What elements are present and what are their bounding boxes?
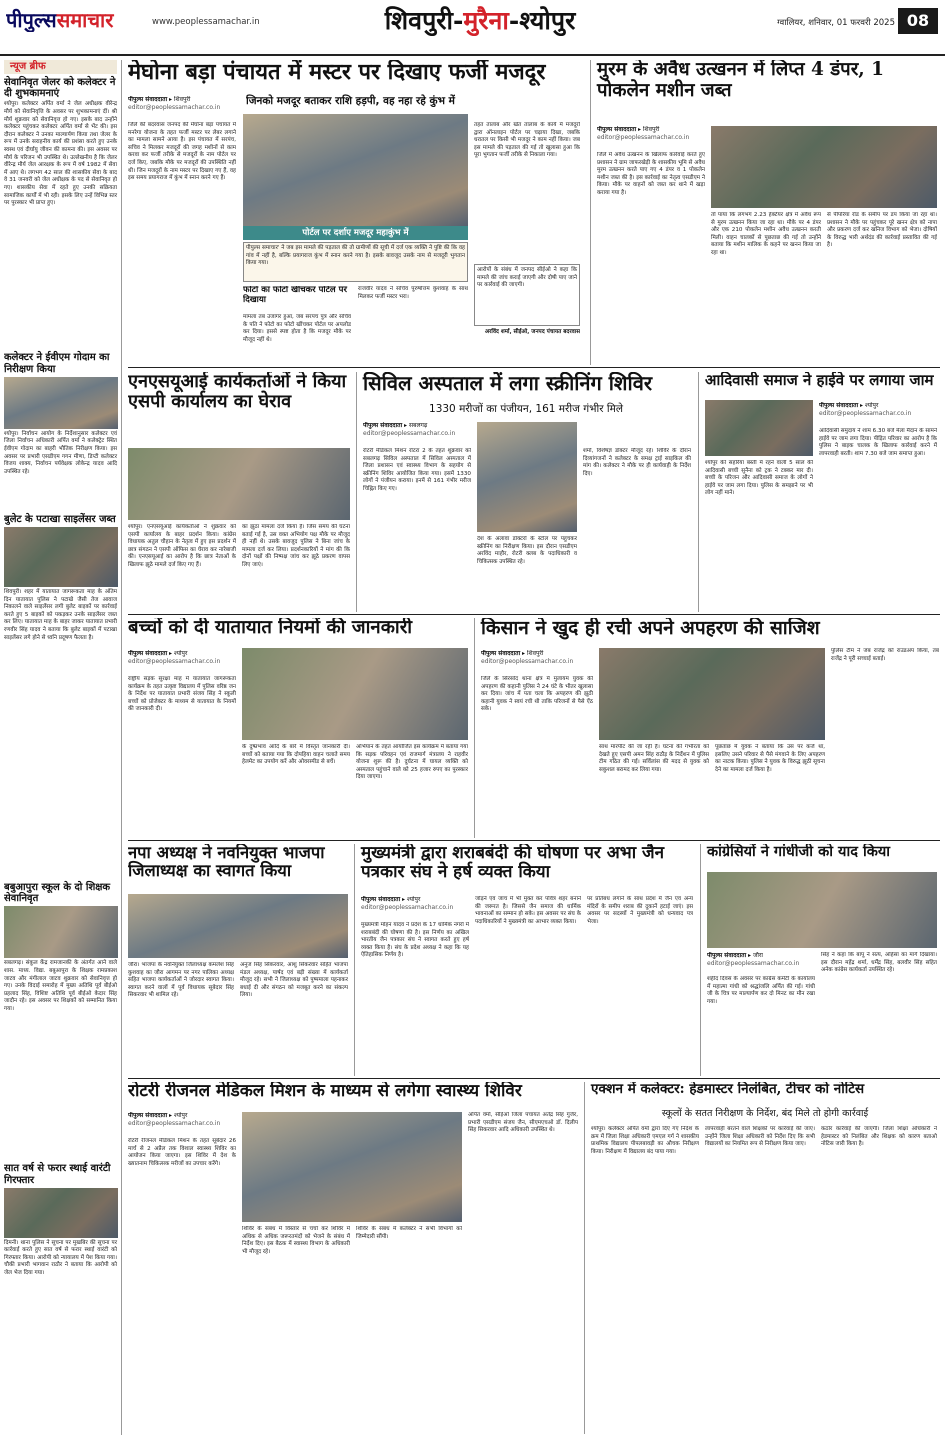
a6-col3: अभियान के तहत आयोजित इस कार्यक्रम में बताया गया कि सड़क परिवहन एवं राजमार्ग मंत्रालय ने राहवीर योजना शुरू की है। दुर्घटना में घायल व्यक्ति को अस्पताल पहुंचाने वाले को 25 हजार रुपए का पुरस्कार दिया जाएगा। xyxy=(356,744,468,781)
a4-col1: रोटरी मेडिकल मिशन रोटरा 2 के तहत शुक्रवार को सबलगढ़ सिविल अस्पताल में सिविल अस्पताल में जिला प्रशासन एवं स्वास्थ्य विभाग के सहयोग से स्क्रीनिंग शिविर आयोजित किया गया। इसमें 1330 लोगों ने पंजीयन कराया। इनमें से 161 गंभीर मरीज चिह्नित किए गए। xyxy=(363,448,471,492)
a3-col1: श्योपुर। एनएसयूआई कार्यकर्ताओं ने शुक्रवार को एसपी कार्यालय के बाहर प्रदर्शन किया। कांग्रेस विधायक अतुल चौहान के नेतृत्व में हुए इस प्रदर्शन में छात्र संगठन ने एसपी ऑफिस का घेराव कर नारेबाजी की। एनएसयूआई का आरोप है कि छात्र नेताओं के खिलाफ झूठे मामले दर्ज किए गए हैं। xyxy=(128,524,236,568)
a2-headline: मुरम के अवैध उत्खनन में लिप्त 4 डंपर, 1 पोकलेन मशीन जब्त xyxy=(597,60,885,101)
article-bjp-welcome xyxy=(128,844,348,1076)
a11-col1: रोटरी रीजनल मेडिकल मिशन के तहत सूबेदार 26 मार्च से 2 अप्रैल तक विशाल स्वास्थ्य शिविर का आयोजन किया जाएगा। इस शिविर में देश के ख्यातनाम चिकित्सक मरीजों का उपचार करेंगे। xyxy=(128,1138,236,1167)
a9-col1: मुख्यमंत्री मोहन यादव ने प्रदेश के 17 धार्मिक नगरों में शराबबंदी की घोषणा की है। इस निर्णय का अखिल भारतीय जैन पत्रकार संघ ने स्वागत करते हुए हर्ष व्यक्त किया है। संघ के प्रदेश अध्यक्ष ने कहा कि यह ऐतिहासिक निर्णय है। xyxy=(361,922,469,959)
brief-photo-3 xyxy=(4,527,118,587)
a4-byline: पीपुल्स संवाददाता ▸ सबलगढ़ editor@peoplessamachar.co.in xyxy=(363,422,456,437)
a7-col1: जिले के सिरसोद थाना क्षेत्र में मुलायम युवक की अपहरण की कहानी पुलिस ने 24 घंटे के भीतर खुलासा कर दिया। जांच में पता चला कि अपहरण की झूठी कहानी युवक ने स्वयं रची थी ताकि परिजनों से पैसे ऐंठ सके। xyxy=(481,676,593,713)
a10-photo xyxy=(707,872,937,948)
news-brief-sidebar xyxy=(4,60,122,1435)
a11-photo xyxy=(242,1112,462,1222)
a4-subhead: 1330 मरीजों का पंजीयन, 161 मरीज गंभीर मिले xyxy=(429,403,623,415)
a1-subhead: जिनको मजदूर बताकर राशि हड़पी, वह नहा रहे कुंभ में xyxy=(246,95,455,107)
brief-headline-1: सेवानिवृत जेलर को कलेक्टर ने दी शुभकामनाएं xyxy=(4,77,116,100)
a3-col2: का झूठा मामला दर्ज किया है। जिस समय की घटना बताई गई है, उस वक्त अभियोग पक्ष मौके पर मौजूद ही नहीं थे। उसके बावजूद पुलिस ने बिना जांच के मामला दर्ज कर लिया। प्रदर्शनकारियों ने मांग की कि दोनों पक्षों की निष्पक्ष जांच कर झूठे प्रकरण वापस लिए जाएं। xyxy=(242,524,350,568)
brief-text-2: श्योपुर। निर्वाचन आयोग के निर्देशानुसार कलेक्टर एवं जिला निर्वाचन अधिकारी अर्पित वर्मा ने कलेक्ट्रेट स्थित ईवीएम गोदाम का बाहरी भौतिक निरीक्षण किया। इस अवसर पर प्रभारी एसडीएम गगन मीणा, डिप्टी कलेक्टर विजय शाक्य, निर्वाचन पर्यवेक्षक लोकेन्द्र यादव आदि उपस्थित रहे। xyxy=(4,430,117,475)
brief-text-1: श्योपुर। कलेक्टर अर्पित वर्मा ने जेल अधीक्षक वीरेन्द्र मौर्य को सेवानिवृत्ति के अवसर पर शुभकामनाएं दीं। श्री मौर्य शुक्रवार को सेवानिवृत्त हो गए। इसके बाद उन्होंने कलेक्टर पहुंचकर कलेक्टर अर्पित वर्मा से भेंट की। इस दौरान कलेक्टर ने उनका माल्यार्पण किया तथा जेलर के रूप में उनके सराहनीय कार्य की प्रशंसा करते हुए उनके स्वस्थ एवं दीर्घायु जीवन की कामना की। इस अवसर पर मौर्य के परिजन भी उपस्थित थे। उल्लेखनीय है कि जेलर वीरेन्द्र मौर्य जेल आरक्षक के रूप में वर्ष 1982 में सेवा में आए थे। लगभग 42 साल की शासकीय सेवा के बाद वे 31 जनवरी को जेल अधीक्षक के पद से सेवानिवृत हो गए। शासकीय सेवा में रहते हुए उनकी सक्रियता सामाजिक कार्यों में भी रही। इसके लिए उन्हें विभिन्न स्तर पर पुरस्कार भी प्राप्त हुए। xyxy=(4,101,117,207)
a1-col3: तहत तालाब और खेत तालाब के कार्य में मजदूरों द्वारा ऑनलाइन पोर्टल पर चढ़ाया दिखा, जबकि धरातल पर किसी भी मजदूर ने काम नहीं किया। जब इस मामले की पड़ताल की गई तो खुलासा हुआ कि पूरा भुगतान फर्जी तरीके से निकाला गया। xyxy=(474,122,580,159)
article-gandhi-tribute xyxy=(700,844,940,1076)
article-traffic-rules xyxy=(128,618,468,838)
a3-photo xyxy=(128,448,350,520)
a2-col2: तो पाया कि लगभग 2.23 हेक्टेयर क्षेत्र में अवैध रूप से मुरम उत्खनन किया जा रहा था। मौके पर 4 डंपर और एक 210 पोकलेन मशीन अवैध उत्खनन करती मिली। वाहन चालकों से पूछताछ की गई तो उन्होंने बताया कि मशीन मालिक के कहने पर खनन किया जा रहा था। xyxy=(711,212,821,256)
a1-col2b: राजवीर यादव ने सचिव पुरुषोत्तम कुशवाह के साथ मिलकर फर्जी मस्टर भरा। xyxy=(358,286,468,300)
masthead xyxy=(0,0,945,56)
a9-col3: पर प्रतिबंध लगाने के साथ प्रदेश में जैन एवं अन्य मंदिरों के समीप शराब की दुकानें हटाई जाएं। इस अवसर पर सदस्यों ने मुख्यमंत्री को धन्यवाद पत्र भेजा। xyxy=(587,896,693,925)
a8-headline: नपा अध्यक्ष ने नवनियुक्त भाजपा जिलाध्यक्ष का स्वागत किया xyxy=(128,844,325,881)
news-brief-label: न्यूज ब्रीफ xyxy=(4,60,117,74)
article-tribal-jam xyxy=(698,372,940,612)
a1-col3-note: आरोपों के संबंध में जनपद सीईओ ने कहा कि मामले की जांच कराई जाएगी और दोषी पाए जाने पर कार्रवाई की जाएगी। xyxy=(474,264,580,326)
page-number: 08 xyxy=(898,8,938,34)
a4-headline: सिविल अस्पताल में लगा स्क्रीनिंग शिविर xyxy=(363,372,653,395)
article-nsui-protest xyxy=(128,372,350,612)
a1-photo-caption: पोर्टल पर दर्शाए मजदूर महाकुंभ में xyxy=(243,226,468,240)
a5-headline: आदिवासी समाज ने हाईवे पर लगाया जाम xyxy=(705,372,934,389)
a8-col2: अनुज सिंह सिकरवार, आशु सिकरवार सहित भाजपा मंडल अध्यक्ष, पार्षद एवं बड़ी संख्या में कार्यकर्ता मौजूद रहे। सभी ने जिलाध्यक्ष को पुष्पमाला पहनाकर बधाई दी और संगठन को मजबूत करने का संकल्प लिया। xyxy=(240,962,348,999)
a7-headline: किसान ने खुद ही रची अपने अपहरण की साजिश xyxy=(481,618,820,639)
a6-photo xyxy=(242,648,468,740)
a1-headline: मेघोना बड़ा पंचायत में मस्टर पर दिखाए फर्जी मजदूर xyxy=(128,60,546,85)
brief-headline-5: सात वर्ष से फरार स्थाई वारंटी गिरफ्तार xyxy=(4,1163,111,1186)
a5-photo xyxy=(705,400,813,456)
a6-col1: राष्ट्रीय सड़क सुरक्षा माह में यातायात जागरूकता कार्यक्रम के तहत उत्कृष्ट विद्यालय में पुलिस वरिष्ठ जन के निर्देश पर यातायात प्रभारी संजय सिंह ने स्कूली बच्चों को प्रोजेक्टर के माध्यम से यातायात के नियमों की जानकारी दी। xyxy=(128,676,236,713)
a1-signature: अरविंद शर्मा, सीईओ, जनपद पंचायत बदरवास xyxy=(484,329,580,335)
brief-text-5: दिमनी। थाना पुलिस ने सूचना पर मुखबिर की सूचना पर कार्रवाई करते हुए सात वर्ष से फरार स्थाई वारंटी को गिरफ्तार किया। आरोपी को न्यायालय में पेश किया गया। चौकी प्रभारी भागवान राठौर ने बताया कि आरोपी को जेल भेज दिया गया। xyxy=(4,1239,117,1277)
brief-headline-3: बुलेट के पटाखा साइलेंसर जब्त xyxy=(4,513,116,525)
a7-photo xyxy=(599,648,825,740)
section-shivpuri: शिवपुरी xyxy=(384,6,453,35)
article-illegal-mining xyxy=(590,60,940,365)
website-url[interactable]: www.peoplessamachar.in xyxy=(152,17,260,27)
a1-col2-subhead: फोटो का फोटो खींचकर पोर्टल पर दिखाया xyxy=(243,286,347,305)
a11-col2: शिविर के संबंध में विस्तार से चर्चा कर शिविर में अधिक से अधिक जरूरतमंदों को भेजने के संबंध में निर्देश दिए। इस बैठक में स्वास्थ्य विभाग के अधिकारी भी मौजूद रहे। xyxy=(242,1226,350,1255)
a9-headline: मुख्यमंत्री द्वारा शराबबंदी की घोषणा पर अभा जैन पत्रकार संघ ने हर्ष व्यक्त किया xyxy=(361,844,665,883)
brand-right: समाचार xyxy=(56,8,114,32)
dateline: ग्वालियर, शनिवार, 01 फरवरी 2025 xyxy=(777,18,895,28)
brief-photo-2 xyxy=(4,377,118,429)
a4-photo xyxy=(477,422,577,532)
a11-col3: अर्पित वर्मा, सीईओ जिला पंचायत अतेंद्र सिंह गुर्जर, प्रभारी एसडीएम संजय जैन, सीएमएचओ डॉ. दिलीप सिंह सिकरवार आदि अधिकारी उपस्थित थे। xyxy=(468,1112,578,1134)
a12-col1: श्योपुर। कलेक्टर अर्पित वर्मा द्वारा दिए गए निर्देश के क्रम में जिला शिक्षा अधिकारी एमएल गर्ग ने शासकीय प्राथमिक विद्यालय पीपलबावड़ी का औचक निरीक्षण किया। निरीक्षण में विद्यालय बंद पाया गया। xyxy=(591,1126,699,1155)
a5-col1: श्योपुर की सहरिया बस्ती में रहने वाली 5 साल की आदिवासी बच्ची सुनैना को ट्रक ने टक्कर मार दी। बच्ची के परिजन और आदिवासी समाज के लोगों ने हाईवे पर जाम लगा दिया। पुलिस के समझाने पर भी लोग नहीं माने। xyxy=(705,460,813,497)
brief-text-4: सबलगढ़। संकुल केंद्र रामजानकी के अंतर्गत आने वाले शास. माध्य. विद्या. बबुआपुरा के शिक्षक रामप्रकाश जाटव और मंगीलाल जाटव शुक्रवार को सेवानिवृत्त हो गए। उनके विदाई समारोह में मुख्य अतिथि पूर्व बीईओ प्रहलाद सिंह, विशिष्ट अतिथि पूर्व बीईओ केदार सिंह जादौन रहे। इस अवसर पर शिक्षकों को सम्मानित किया गया। xyxy=(4,960,117,1012)
brand-left: पीपुल्स xyxy=(6,8,57,32)
a10-col2: सिंह ने कहा कि बापू ने सत्य, अहिंसा का मार्ग दिखाया। इस दौरान महेंद्र शर्मा, धर्मेंद्र सिंह, बलवीर सिंह सहित अनेक कांग्रेस कार्यकर्ता उपस्थित रहे। xyxy=(821,952,937,974)
a1-boxed-note: पीपुल्स समाचार' ने जब इस मामले की पड़ताल की तो ग्रामीणों की सूची में दर्ज एक व्यक्ति ने पुष्टि की कि वह गांव में नहीं है, बल्कि प्रयागराज कुंभ में स्नान करने गया है। इसके बावजूद उसके नाम से मजदूरी भुगतान किया गया। xyxy=(243,242,468,282)
a7-col3: पूछताछ में युवक ने बताया कि उस पर कर्ज था, इसलिए उसने परिवार से पैसे मंगवाने के लिए अपहरण का नाटक किया। पुलिस ने युवक के विरुद्ध झूठी सूचना देने का मामला दर्ज किया है। xyxy=(715,744,825,773)
brief-photo-4 xyxy=(4,906,118,958)
a10-col1: शहीद दिवस के अवसर पर कांग्रेस कमेटी के कार्यालय में महात्मा गांधी को श्रद्धांजलि अर्पित की गई। गांधी जी के चित्र पर माल्यार्पण कर दो मिनट का मौन रखा गया। xyxy=(707,976,815,1005)
brief-text-3: शिवपुरी। शहर में यातायात जागरूकता माह के अंतिम दिन यातायात पुलिस ने पटाखे जैसी तेज आवाज निकालने वाले साइलेंसर लगी बुलेट बाइकों पर कार्रवाई करते हुए 5 बाइकों को पकड़कर उनके साइलेंसर जब्त कर लिए। यातायात माह के बाहर जाकर यातायात प्रभारी रणवीर सिंह यादव ने बताया कि बुलेट बाइकों में पटाखा साइलेंसर लगे होने से ध्वनि प्रदूषण फैलता है। xyxy=(4,588,117,641)
a2-byline: पीपुल्स संवाददाता ▸ शिवपुरी editor@peoplessamachar.co.in xyxy=(597,126,690,141)
divider-row-3 xyxy=(128,840,940,841)
a8-col1: जौरा। भाजपा के नवनियुक्त जिलाध्यक्ष कमलेश सिंह कुशवाह का जौरा आगमन पर नगर पालिका अध्यक्ष सहित भाजपा कार्यकर्ताओं ने जोरदार स्वागत किया। स्वागत करने वालों में पूर्व विधायक सूबेदार सिंह सिकरवार भी शामिल रहे। xyxy=(128,962,234,999)
a4-col2: देश के अलावा डॉक्टरों के स्टॉल पर पहुंचकर स्क्रीनिंग का निरीक्षण किया। इस दौरान एसडीएम अरविंद माहौर, रोटरी क्लब के पदाधिकारी व चिकित्सक उपस्थित रहे। xyxy=(477,536,577,565)
brief-photo-5 xyxy=(4,1188,118,1238)
a11-byline: पीपुल्स संवाददाता ▸ श्योपुर editor@peoplessamachar.co.in xyxy=(128,1112,221,1127)
a10-headline: कांग्रेसियों ने गांधीजी को याद किया xyxy=(707,844,890,860)
a5-byline: पीपुल्स संवाददाता ▸ श्योपुर editor@peoplessamachar.co.in xyxy=(819,402,912,417)
brief-headline-4: बबुआपुरा स्कूल के दो शिक्षक सेवानिवृत xyxy=(4,881,111,905)
brand-logo xyxy=(6,8,156,32)
a4-col3: शर्मा, विशेषज्ञ डॉक्टर मौजूद रहे। शिविर के दौरान दिव्यांगजनों ने कलेक्टर के समक्ष ट्राई साइकिल की मांग की। कलेक्टर ने मौके पर ही कार्यवाही के निर्देश दिए। xyxy=(583,448,691,477)
a9-byline: पीपुल्स संवाददाता ▸ श्योपुर editor@peoplessamachar.co.in xyxy=(361,896,454,911)
a6-col2: के दुष्प्रभाव आदि के बारे में विस्तृत जानकारी दी। बच्चों को बताया गया कि दोपहिया वाहन चलाते समय हेलमेट का उपयोग करें और ओवरस्पीड से बचें। xyxy=(242,744,350,766)
a1-byline: पीपुल्स संवाददाता ▸ शिवपुरी editor@peoplessamachar.co.in xyxy=(128,96,221,111)
section-sheopur: श्योपुर xyxy=(519,6,576,35)
a6-headline: बच्चों को दी यातायात नियमों की जानकारी xyxy=(128,618,413,638)
a7-col2: साथ मारपीट की जा रही है। घटना की गंभीरता को देखते हुए एसपी अमन सिंह राठौड़ के निर्देशन में पुलिस टीम गठित की गई। सर्विलांस की मदद से युवक को सकुशल बरामद कर लिया गया। xyxy=(599,744,709,773)
a7-col4: पुलिस टीम ने जब राजेंद्र को राउंडअप किया, तब राजेंद्र ने पूरी सच्चाई बताई। xyxy=(831,648,939,662)
a1-col1: जिले की बदरवास जनपद की मेघोना बड़ा पंचायत में मनरेगा योजना के तहत फर्जी मस्टर पर लेबर लगाने का मामला सामने आया है। इस पंचायत में सरपंच, सचिव ने मिलकर मजदूरों की जगह मशीनों से काम करवा कर फर्जी तरीके से मजदूरों के नाम पोर्टल पर दर्ज किए, जबकि मौके पर मजदूरों की उपस्थिति नहीं थी। जिन मजदूरों के नाम मस्टर पर दिखाए गए हैं, वह इस समय प्रयागराज में कुंभ में स्नान करने गए हैं। xyxy=(128,122,236,182)
a2-col3: से पीपरिया रोड के समीप पर डंप किया जा रहा था। प्रशासन ने मौके पर पहुंचकर पूरे खनन क्षेत्र को नापा और प्रकरण दर्ज कर खनिज विभाग को भेजा। दोषियों के विरुद्ध भारी अर्थदंड की कार्रवाई प्रस्तावित की गई है। xyxy=(827,212,937,249)
a8-photo xyxy=(128,894,348,958)
a12-subhead: स्कूलों के सतत निरीक्षण के निर्देश, बंद मिले तो होगी कार्रवाई xyxy=(661,1108,869,1119)
a1-photo xyxy=(243,114,468,226)
a9-col2: जोड़ने एवं जांच में भी मुक्त कर पवित्र शहर बनाने की जरूरत है। जिससे जैन समाज की धार्मिक भावनाओं का सम्मान हो सके। इस अवसर पर संघ के पदाधिकारियों ने मुख्यमंत्री का आभार व्यक्त किया। xyxy=(475,896,581,925)
section-morena: मुरैना xyxy=(463,6,509,35)
article-liquor-ban xyxy=(354,844,694,1076)
a2-photo xyxy=(711,126,937,208)
a12-col2: लापरवाही बरतने वाले शिक्षकों पर कार्रवाई की जाए। उन्होंने जिला शिक्षा अधिकारी को निर्देश दिए कि सभी विद्यालयों का नियमित रूप से निरीक्षण किया जाए। xyxy=(705,1126,815,1148)
article-fake-kidnapping xyxy=(474,618,940,838)
a3-headline: एनएसयूआई कार्यकर्ताओं ने किया एसपी कार्यालय का घेराव xyxy=(128,372,347,413)
a6-byline: पीपुल्स संवाददाता ▸ श्योपुर editor@peoplessamachar.co.in xyxy=(128,650,221,665)
a11-headline: रोटरी रीजनल मेडिकल मिशन के माध्यम से लगेगा स्वास्थ्य शिविर xyxy=(128,1082,522,1101)
a5-col2: आदिवासी समुदाय ने शाम 6.30 बजे मेला मैदान के सामने हाईवे पर जाम लगा दिया। पीड़ित परिवार का आरोप है कि पुलिस ने बाइक चालक के खिलाफ कार्रवाई करने में लापरवाही बरती। शाम 7.30 बजे जाम समाप्त हुआ। xyxy=(819,428,937,457)
a7-byline: पीपुल्स संवाददाता ▸ शिवपुरी editor@peoplessamachar.co.in xyxy=(481,650,574,665)
divider-row-2 xyxy=(128,614,940,615)
article-rotary-camp xyxy=(128,1082,578,1434)
divider-row-4 xyxy=(128,1078,940,1079)
a12-headline: एक्शन में कलेक्टर: हेडमास्टर निलंबित, टीचर को नोटिस xyxy=(591,1082,865,1097)
a12-col3: कठोर कार्रवाई की जाएगी। जिला शिक्षा अधिकारी ने हेडमास्टर को निलंबित और शिक्षक को कारण बताओ नोटिस जारी किया है। xyxy=(821,1126,937,1148)
a1-col2: मामला तब उजागर हुआ, जब सरपंच पुत्र और सचिव के पति ने फोटो का फोटो खींचकर पोर्टल पर अपलोड कर दिया। इससे स्पष्ट होता है कि मजदूर मौके पर मौजूद नहीं थे। xyxy=(243,314,351,343)
a10-byline: पीपुल्स संवाददाता ▸ जौरा editor@peoplessamachar.co.in xyxy=(707,952,800,967)
divider-row-1 xyxy=(128,367,940,368)
article-fake-labour xyxy=(128,60,580,365)
brief-headline-2: कलेक्टर ने ईवीएम गोदाम का निरीक्षण किया xyxy=(4,352,110,375)
a2-col1: जिले में अवैध उत्खनन के खिलाफ कार्रवाई करते हुए प्रशासन ने ग्राम जाफरखेड़ी के शासकीय भूमि से अवैध मुरम उत्खनन करते पाए गए 4 डंपर व 1 पोकलेन मशीन जब्त की है। इस कार्रवाई का नेतृत्व एसडीएम ने किया। मौके पर वाहनों को जब्त कर थाने में खड़ा कराया गया है। xyxy=(597,152,705,196)
article-collector-action xyxy=(584,1082,940,1434)
article-screening-camp xyxy=(356,372,692,612)
section-title: शिवपुरी-मुरैना-श्योपुर xyxy=(384,6,576,35)
a11-col2b: शिविर के संबंध में कलेक्टर ने सभी विभागों को जिम्मेदारी सौंपी। xyxy=(356,1226,462,1240)
